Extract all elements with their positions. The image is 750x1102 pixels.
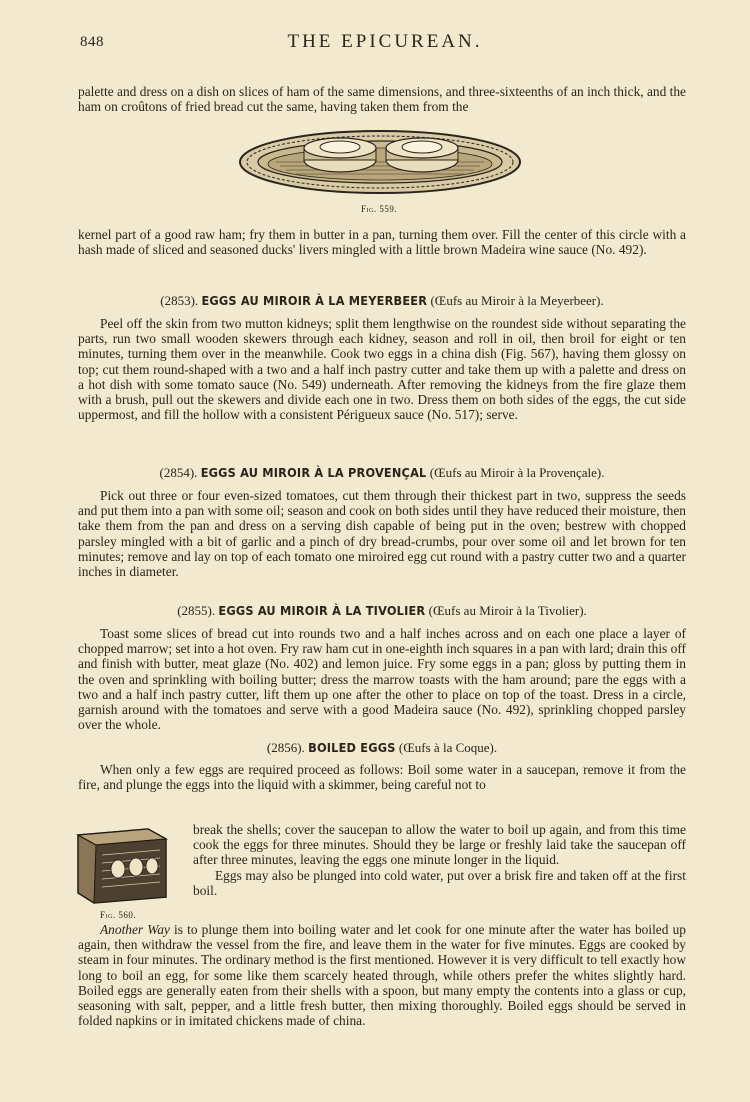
recipe-2853-body xyxy=(78,316,686,422)
another-way-body: is to plunge them into boiling water and let cook for one minute after the water has boiled up again, then withdraw the vessel from the fire, and leave them in the water for five minutes. Eggs are cooked by steam in four minutes. The ordinary method is the first mentioned. However it is very difficult to tell exactly how long to boil an egg, for some like them scarcely heated through, while others prefer the whites slightly hard. Boiled eggs are generally eaten from their shells with a spoon, but many empty the contents into a glass or cup, seasoning with salt, pepper, and a little fresh butter, then mixing thoroughly. Boiled eggs should be served in folded napkins or in imitated chickens made of china. xyxy=(78,922,686,1029)
another-way-label: Another Way xyxy=(100,922,170,937)
recipe-2854-number: (2854). xyxy=(159,465,198,480)
recipe-2853-text: Peel off the skin from two mutton kidneys; split them lengthwise on the roundest side without separating the parts, run two small wooden skewers through each kidney, season and roll in oil, then broil for eight or ten minutes, turning them over in the meanwhile. Cook two eggs in a china dish (Fig. 567), having them glossy on top; cut them round-shaped with a two and a half inch pastry cutter and take them up with a palette and dress on a hot dish with some tomato sauce (No. 549) underneath. After removing the kidneys from the fire glaze them with a brush, pull out the skewers and divide each one in two. Dress them on both sides of the eggs, the cut side uppermost, and fill the hollow with a consistent Périgueux sauce (No. 517); serve. xyxy=(78,316,686,423)
recipe-2853-title: EGGS AU MIROIR À LA MEYERBEER xyxy=(201,293,428,308)
recipe-2854-body xyxy=(78,488,686,579)
fig-559-label: Fig. 559. xyxy=(361,204,398,214)
fig-560-label: Fig. 560. xyxy=(100,910,137,920)
running-title: THE EPICUREAN. xyxy=(287,31,483,52)
page-header xyxy=(80,31,690,58)
recipe-2856-french: (Œufs à la Coque). xyxy=(398,740,498,755)
recipe-2855-text: Toast some slices of bread cut into rounds two and a half inches across and on each one place a layer of chopped marrow; set into a hot oven. Fry raw ham cut in one-eighth inch squares in a pan with lard; drain this off and finish with butter, meat glaze (No. 402) and lemon juice. Fry some eggs in a pan; gloss by putting them in the oven and sprinkling with boiling butter; dress the marrow toasts with the ham around; pare the eggs with a two and a half inch pastry cutter, lift them up one after the other to place on top of the toast. Dress in a circle, garnish around with the tomatoes and serve with a good Madeira sauce (No. 492), sprinkling chopped parsley over the whole. xyxy=(78,626,686,733)
recipe-2856-heading xyxy=(78,740,686,756)
recipe-2856-number: (2856). xyxy=(266,740,305,755)
recipe-2853-french: (Œufs au Miroir à la Meyerbeer). xyxy=(430,293,604,308)
recipe-2854-text: Pick out three or four even-sized tomatoes, cut them through their thickest part in two, suppress the seeds and put them into a pan with some oil; season and cook on both sides until they have reduced their moisture, then take them from the pan and dress on a serving dish capable of being put in the oven; bestrew with chopped parsley mingled with a bit of garlic and a pinch of dry bread-crumbs, pour over some oil and let brown for ten minutes; remove and lay on top of each tomato one miroired egg cut round with a pastry cutter two and a quarter inches in diameter. xyxy=(78,488,686,580)
recipe-2856-text-side: break the shells; cover the saucepan to allow the water to boil up again, and from this time cook the eggs for three minutes. Should they be large or freshly laid take the saucepan off after three minutes, leaving the eggs one minute longer in the liquid. xyxy=(193,822,686,868)
recipe-2856-another-way-text xyxy=(78,922,686,1028)
recipe-2853-heading xyxy=(78,293,686,309)
intro-after-figure xyxy=(78,227,686,257)
recipe-2856-text-side2: Eggs may also be plunged into cold water, put over a brisk fire and taken off at the first boil. xyxy=(193,867,686,898)
recipe-2855-number: (2855). xyxy=(177,603,216,618)
fig-559-illustration xyxy=(236,124,524,202)
recipe-2855-heading xyxy=(78,603,686,619)
recipe-2853-number: (2853). xyxy=(160,293,199,308)
recipe-2856-text-top: When only a few eggs are required proceed as follows: Boil some water in a saucepan, remove it from the fire, and plunge the eggs into the liquid with a skimmer, being careful not to xyxy=(78,762,686,793)
fig-560-illustration xyxy=(74,823,168,909)
recipe-2854-french: (Œufs au Miroir à la Provençale). xyxy=(429,465,605,480)
recipe-2855-french: (Œufs au Miroir à la Tivolier). xyxy=(428,603,587,618)
recipe-2854-heading xyxy=(78,465,686,481)
intro-after-figure-text: kernel part of a good raw ham; fry them in butter in a pan, turning them over. Fill the center of this circle with a hash made of sliced and seasoned ducks' livers mingled with a little brown Madeira wine sauce (No. 492). xyxy=(78,227,686,258)
recipe-2855-body xyxy=(78,626,686,732)
recipe-2856-body xyxy=(78,762,686,792)
recipe-2856-side-text xyxy=(193,822,686,898)
page-number: 848 xyxy=(80,34,104,50)
recipe-2855-title: EGGS AU MIROIR À LA TIVOLIER xyxy=(218,603,426,618)
intro-continuation xyxy=(78,84,686,114)
recipe-2856-another-way xyxy=(78,922,686,1028)
recipe-2854-title: EGGS AU MIROIR À LA PROVENÇAL xyxy=(200,465,427,480)
recipe-2856-title: BOILED EGGS xyxy=(308,740,396,755)
intro-continuation-text: palette and dress on a dish on slices of ham of the same dimensions, and three-sixteenths of an inch thick, and the ham on croûtons of fried bread cut the same, having taken them from the xyxy=(78,84,686,115)
